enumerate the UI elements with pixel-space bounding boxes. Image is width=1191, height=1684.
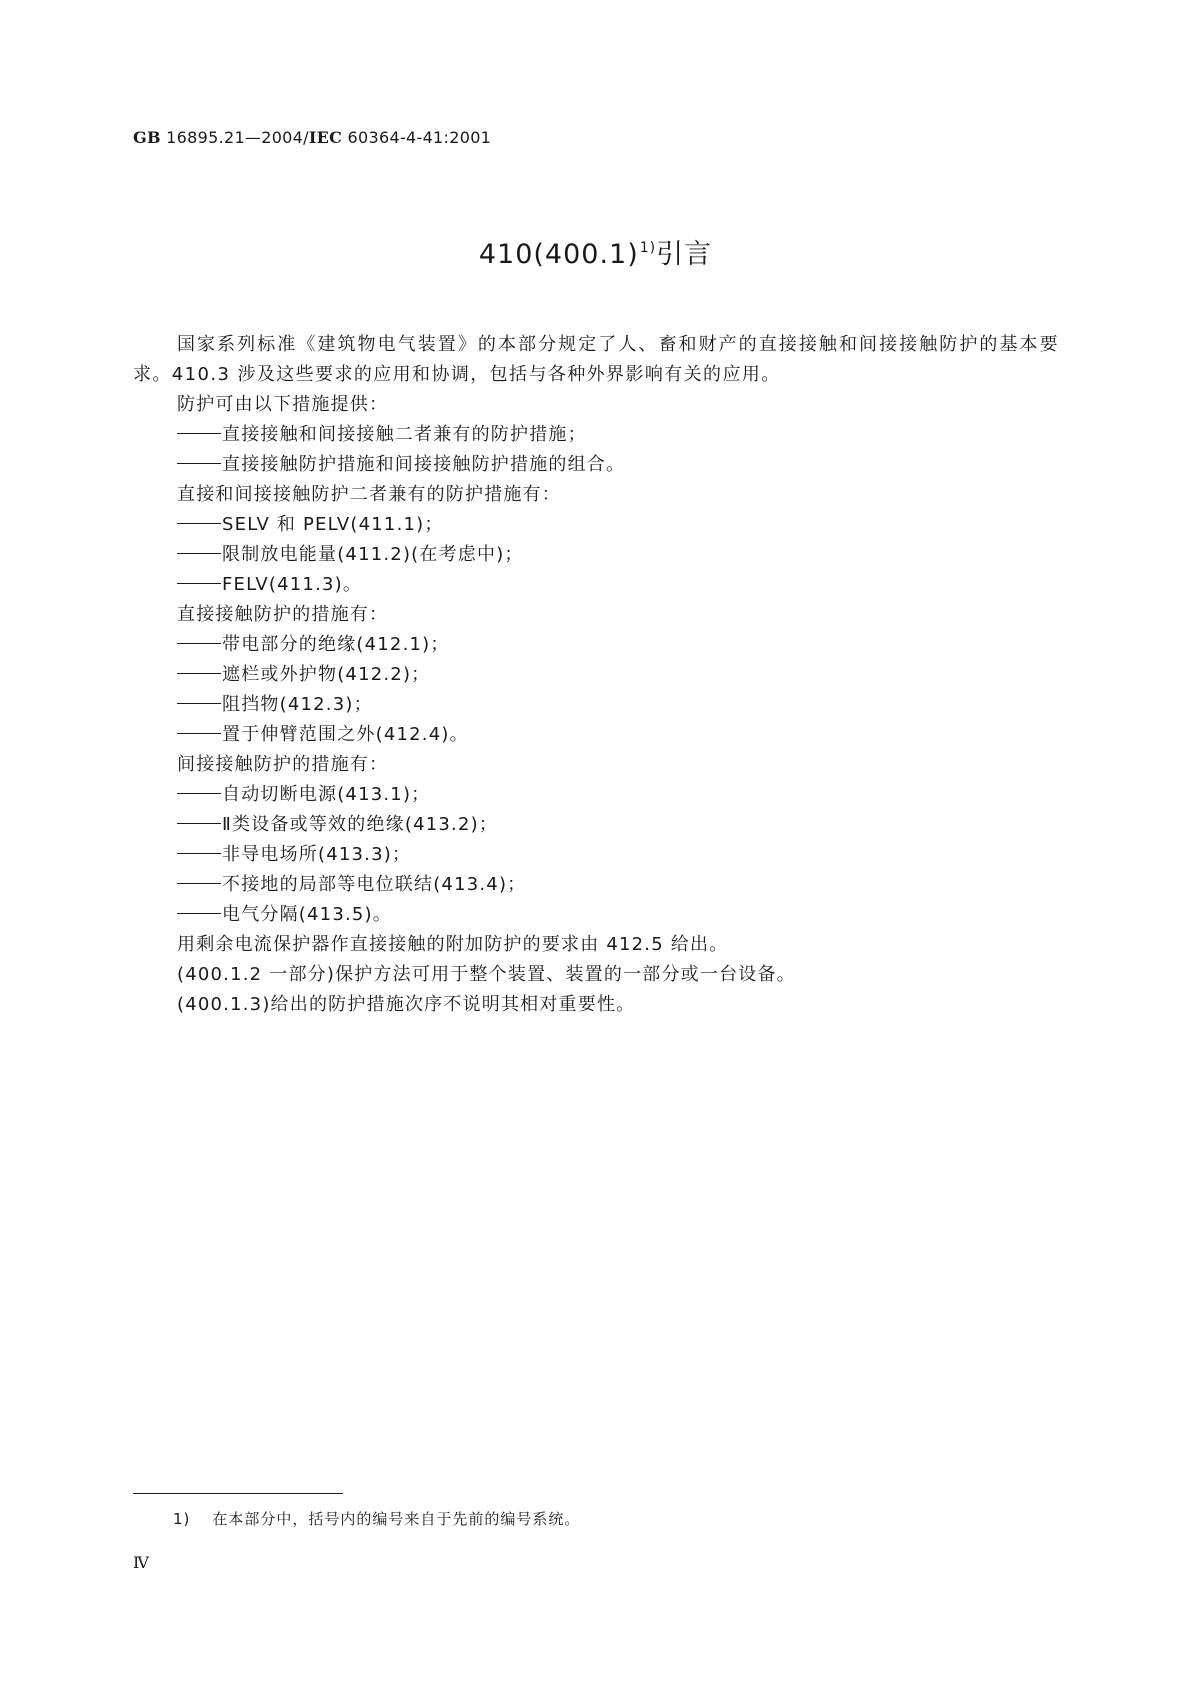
dash-mark — [177, 793, 221, 794]
dash-mark — [177, 883, 221, 884]
footnote — [173, 1508, 580, 1529]
list-item — [133, 840, 1059, 870]
line-text: 限制放电能量(411.2)(在考虑中)； — [222, 544, 524, 565]
line-text: (400.1.2 一部分)保护方法可用于整个装置、装置的一部分或一台设备。 — [177, 964, 796, 985]
title-label: 引言 — [656, 239, 713, 270]
list-item — [133, 720, 1059, 750]
line-text: 直接接触防护措施和间接接触防护措施的组合。 — [222, 454, 626, 475]
dash-mark — [177, 583, 221, 584]
paragraph-line — [133, 930, 1059, 960]
list-item — [133, 420, 1059, 450]
line-text: 用剩余电流保护器作直接接触的附加防护的要求由 412.5 给出。 — [177, 934, 729, 955]
dash-mark — [177, 673, 221, 674]
dash-mark — [177, 853, 221, 854]
list-item — [133, 780, 1059, 810]
header-iec-number: 60364-4-41:2001 — [342, 128, 492, 147]
list-item — [133, 630, 1059, 660]
title-number: 410(400.1) — [478, 239, 639, 270]
dash-mark — [177, 433, 221, 434]
line-text: (400.1.3)给出的防护措施次序不说明其相对重要性。 — [177, 994, 636, 1015]
list-item — [133, 510, 1059, 540]
line-text: SELV 和 PELV(411.1)； — [222, 514, 444, 535]
document-header — [133, 128, 491, 147]
dash-mark — [177, 553, 221, 554]
line-text: 自动切断电源(413.1)； — [222, 784, 431, 805]
footnote-number: 1) — [173, 1510, 191, 1528]
header-gb: GB — [133, 128, 161, 147]
dash-mark — [177, 703, 221, 704]
header-standard-number: 16895.21—2004/ — [160, 128, 309, 147]
dash-mark — [177, 523, 221, 524]
intro-paragraph: 国家系列标准《建筑物电气装置》的本部分规定了人、畜和财产的直接接触和间接接触防护的基本要求。410.3 涉及这些要求的应用和协调，包括与各种外界影响有关的应用。 — [133, 334, 1059, 385]
page-number: Ⅳ — [133, 1553, 149, 1572]
dash-mark — [177, 913, 221, 914]
line-text: 非导电场所(413.3)； — [222, 844, 412, 865]
line-text: 阻挡物(412.3)； — [222, 694, 373, 715]
list-item — [133, 810, 1059, 840]
list-item — [133, 900, 1059, 930]
paragraph-line — [133, 390, 1059, 420]
dash-mark — [177, 643, 221, 644]
content-lines — [133, 390, 1059, 1020]
list-item — [133, 570, 1059, 600]
footnote-text: 在本部分中，括号内的编号来自于先前的编号系统。 — [212, 1510, 581, 1528]
paragraph-line — [133, 960, 1059, 990]
line-text: 不接地的局部等电位联结(413.4)； — [222, 874, 527, 895]
line-text: 防护可由以下措施提供： — [177, 394, 389, 415]
line-text: Ⅱ类设备或等效的绝缘(413.2)； — [222, 814, 499, 835]
title-footnote-ref: 1) — [639, 240, 657, 256]
line-text: 带电部分的绝缘(412.1)； — [222, 634, 450, 655]
line-text: 置于伸臂范围之外(412.4)。 — [222, 724, 469, 745]
paragraph-line — [133, 600, 1059, 630]
header-iec: IEC — [308, 128, 343, 147]
list-item — [133, 450, 1059, 480]
paragraph-line — [133, 990, 1059, 1020]
footnote-rule — [133, 1493, 343, 1494]
list-item — [133, 660, 1059, 690]
paragraph-line — [133, 750, 1059, 780]
line-text: 直接接触和间接接触二者兼有的防护措施； — [222, 424, 587, 445]
body-text — [133, 330, 1059, 1020]
line-text: 间接接触防护的措施有： — [177, 754, 389, 775]
line-text: FELV(411.3)。 — [222, 574, 363, 595]
line-text: 电气分隔(413.5)。 — [222, 904, 392, 925]
line-text: 直接和间接接触防护二者兼有的防护措施有： — [177, 484, 561, 505]
dash-mark — [177, 463, 221, 464]
dash-mark — [177, 823, 221, 824]
list-item — [133, 870, 1059, 900]
dash-mark — [177, 733, 221, 734]
line-text: 直接接触防护的措施有： — [177, 604, 389, 625]
line-text: 遮栏或外护物(412.2)； — [222, 664, 431, 685]
list-item — [133, 690, 1059, 720]
list-item — [133, 540, 1059, 570]
paragraph-line — [133, 480, 1059, 510]
page-title — [0, 232, 1191, 271]
